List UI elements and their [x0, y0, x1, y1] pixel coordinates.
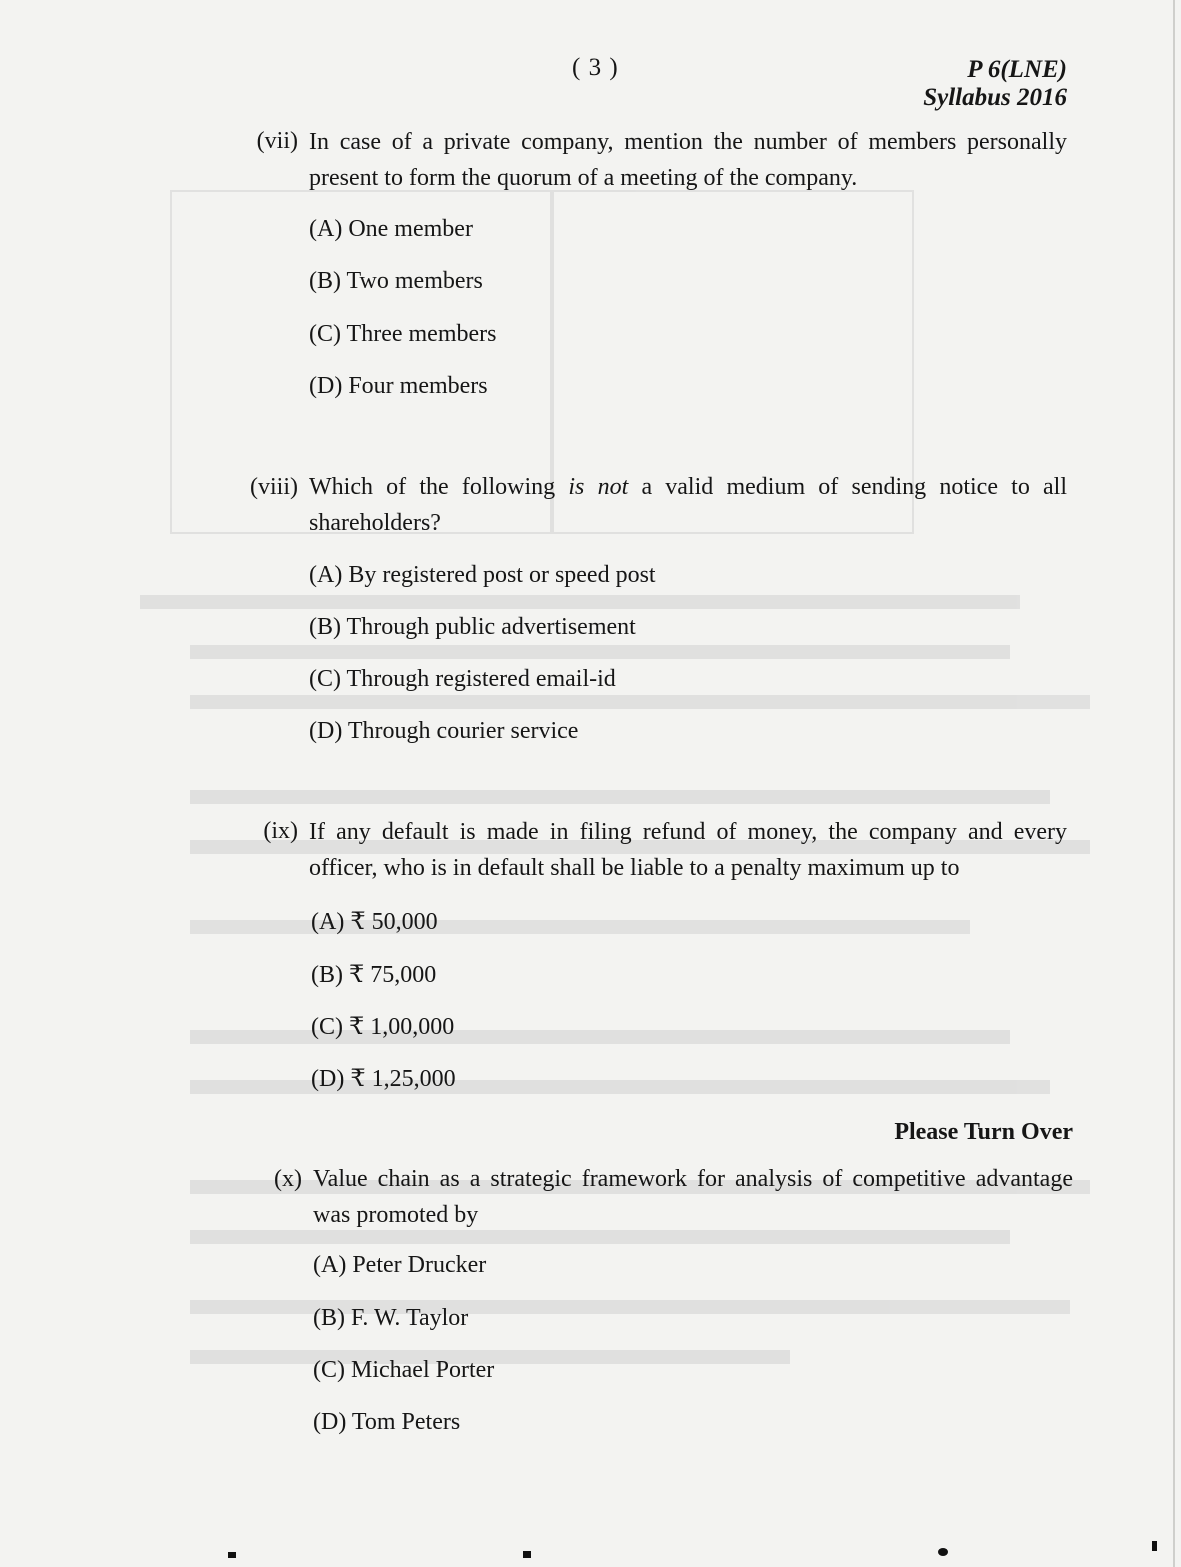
- option-b: (B) Through public advertisement: [309, 614, 636, 640]
- option-b: (B) F. W. Taylor: [313, 1305, 469, 1331]
- paper-code: P 6(LNE): [967, 56, 1067, 83]
- option-d: (D) ₹ 1,25,000: [311, 1066, 456, 1092]
- emphasis-text: is not: [568, 474, 629, 500]
- question-number: (vii): [256, 128, 298, 154]
- option-a: (A) ₹ 50,000: [311, 909, 438, 935]
- scan-speck: [1152, 1541, 1157, 1551]
- syllabus-label: Syllabus 2016: [923, 84, 1067, 111]
- question-text: In case of a private company, mention the number of members personally present to form the quorum of a meeting of the company.: [309, 129, 1067, 191]
- scan-speck: [228, 1552, 236, 1558]
- page-number: ( 3 ): [572, 54, 619, 81]
- option-b: (B) Two members: [309, 268, 483, 294]
- option-a: (A) Peter Drucker: [313, 1252, 487, 1278]
- show-through-bleed: [130, 170, 1180, 1430]
- scan-speck: [938, 1548, 948, 1556]
- option-a: (A) One member: [309, 216, 473, 242]
- option-c: (C) Through registered email-id: [309, 666, 616, 692]
- option-a: (A) By registered post or speed post: [309, 562, 656, 588]
- option-d: (D) Tom Peters: [313, 1409, 461, 1435]
- option-d: (D) Four members: [309, 373, 488, 399]
- question-number: (ix): [263, 818, 298, 844]
- scan-speck: [523, 1551, 531, 1558]
- option-b: (B) ₹ 75,000: [311, 962, 437, 988]
- question-text: [309, 469, 1067, 541]
- question-text: Value chain as a strategic framework for analysis of competitive advantage was promoted by: [313, 1166, 1073, 1228]
- question-text: If any default is made in filing refund of money, the company and every officer, who is in default shall be liable to a penalty maximum up to: [309, 819, 1067, 881]
- option-c: (C) ₹ 1,00,000: [311, 1014, 455, 1040]
- please-turn-over: Please Turn Over: [894, 1119, 1073, 1145]
- question-number: (viii): [250, 474, 298, 500]
- page-edge: [1173, 0, 1175, 1567]
- option-c: (C) Michael Porter: [313, 1357, 495, 1383]
- question-text-part: a valid medium of sending notice to all shareholders?: [309, 474, 1067, 536]
- option-d: (D) Through courier service: [309, 718, 579, 744]
- option-c: (C) Three members: [309, 321, 497, 347]
- question-number: (x): [274, 1166, 302, 1192]
- question-text-part: Which of the following: [309, 474, 569, 500]
